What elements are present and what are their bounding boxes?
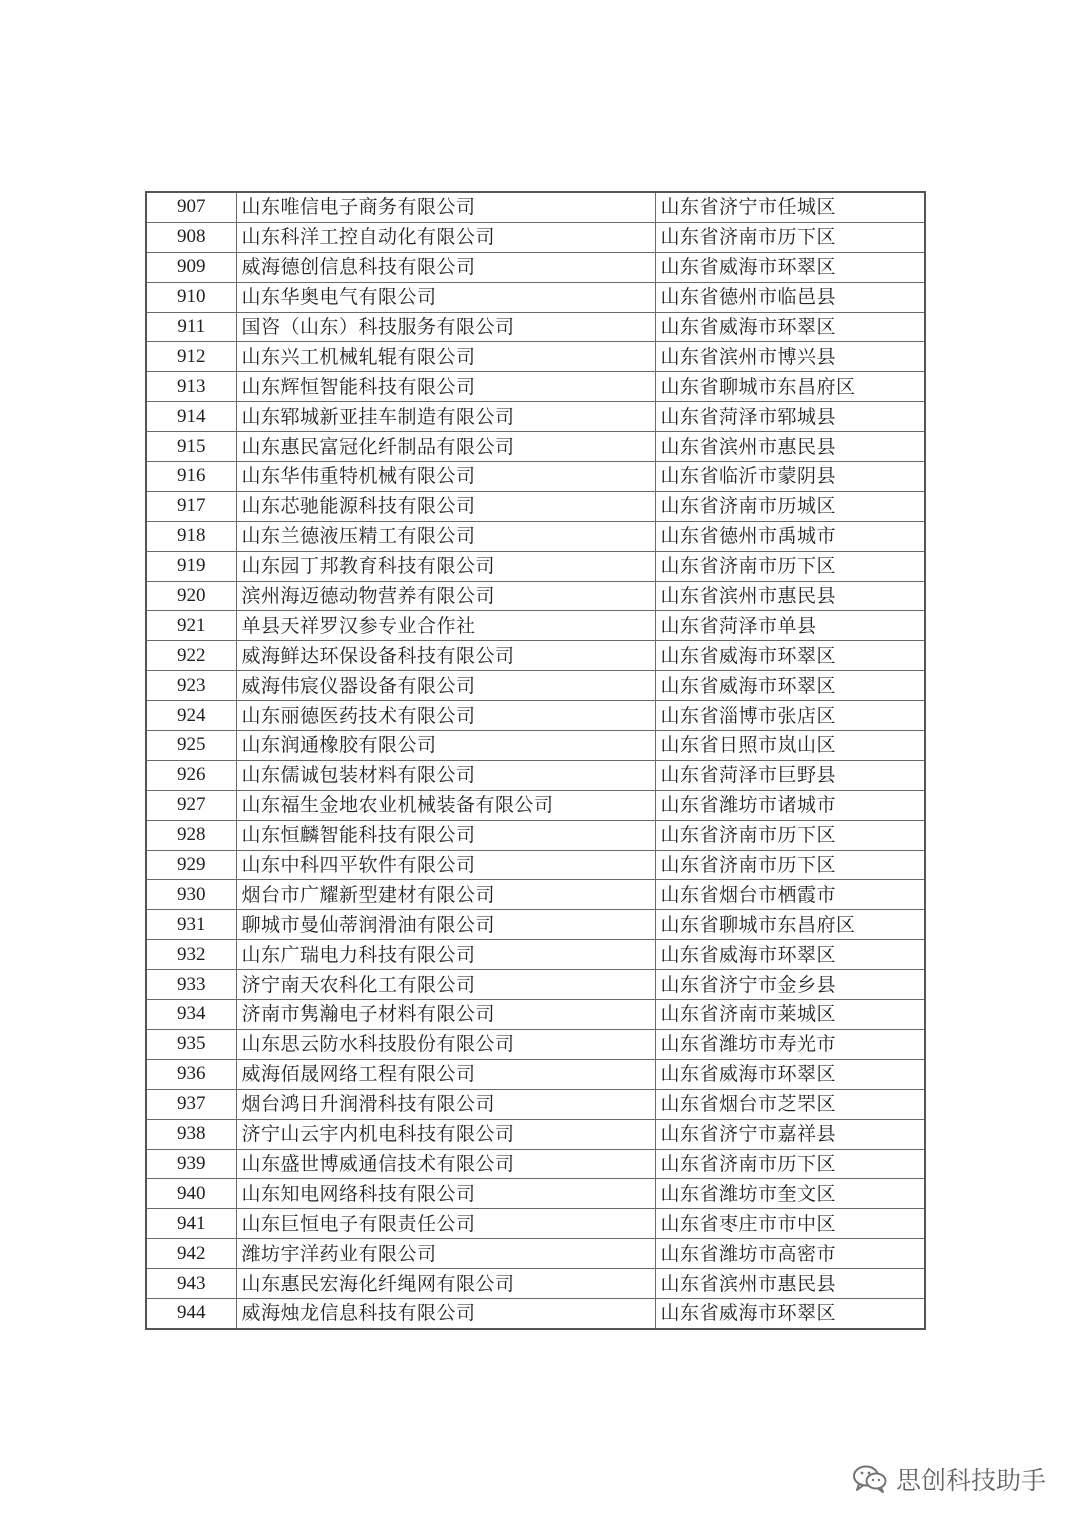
company-name: 山东郓城新亚挂车制造有限公司 — [236, 402, 655, 432]
company-location: 山东省滨州市博兴县 — [655, 342, 925, 372]
row-number: 930 — [146, 880, 236, 910]
company-location: 山东省济南市莱城区 — [655, 1000, 925, 1030]
row-number: 928 — [146, 820, 236, 850]
company-name: 威海德创信息科技有限公司 — [236, 252, 655, 282]
table-row — [146, 940, 925, 970]
company-location: 山东省菏泽市单县 — [655, 611, 925, 641]
company-name: 山东知电网络科技有限公司 — [236, 1179, 655, 1209]
company-location: 山东省济南市历下区 — [655, 551, 925, 581]
company-name: 山东华伟重特机械有限公司 — [236, 462, 655, 492]
row-number: 942 — [146, 1239, 236, 1269]
table-row — [146, 1000, 925, 1030]
company-name: 山东园丁邦教育科技有限公司 — [236, 551, 655, 581]
row-number: 925 — [146, 731, 236, 761]
row-number: 941 — [146, 1209, 236, 1239]
table-row — [146, 192, 925, 222]
table-row — [146, 910, 925, 940]
company-name: 山东辉恒智能科技有限公司 — [236, 372, 655, 402]
company-name: 烟台鸿日升润滑科技有限公司 — [236, 1089, 655, 1119]
table-row — [146, 1269, 925, 1299]
row-number: 919 — [146, 551, 236, 581]
table-row — [146, 432, 925, 462]
company-location: 山东省滨州市惠民县 — [655, 1269, 925, 1299]
company-name: 山东润通橡胶有限公司 — [236, 731, 655, 761]
table-row — [146, 1209, 925, 1239]
table-row — [146, 850, 925, 880]
company-location: 山东省日照市岚山区 — [655, 731, 925, 761]
row-number: 931 — [146, 910, 236, 940]
company-name: 山东兴工机械轧辊有限公司 — [236, 342, 655, 372]
company-name: 山东中科四平软件有限公司 — [236, 850, 655, 880]
company-name: 山东丽德医药技术有限公司 — [236, 701, 655, 731]
row-number: 927 — [146, 790, 236, 820]
row-number: 915 — [146, 432, 236, 462]
company-name: 济宁南天农科化工有限公司 — [236, 970, 655, 1000]
company-location: 山东省菏泽市郓城县 — [655, 402, 925, 432]
table-row — [146, 1119, 925, 1149]
company-name: 聊城市曼仙蒂润滑油有限公司 — [236, 910, 655, 940]
row-number: 939 — [146, 1149, 236, 1179]
company-name: 国咨（山东）科技服务有限公司 — [236, 312, 655, 342]
row-number: 926 — [146, 760, 236, 790]
company-name: 山东恒麟智能科技有限公司 — [236, 820, 655, 850]
table-row — [146, 760, 925, 790]
table-row — [146, 1239, 925, 1269]
company-location: 山东省济宁市金乡县 — [655, 970, 925, 1000]
table-row — [146, 701, 925, 731]
table-row — [146, 790, 925, 820]
row-number: 908 — [146, 222, 236, 252]
table-row — [146, 1059, 925, 1089]
watermark-text: 思创科技助手 — [895, 1466, 1046, 1495]
row-number: 932 — [146, 940, 236, 970]
company-name: 威海伟宸仪器设备有限公司 — [236, 671, 655, 701]
company-location: 山东省烟台市栖霞市 — [655, 880, 925, 910]
company-location: 山东省威海市环翠区 — [655, 940, 925, 970]
company-name: 济南市隽瀚电子材料有限公司 — [236, 1000, 655, 1030]
row-number: 913 — [146, 372, 236, 402]
table-row — [146, 282, 925, 312]
company-location: 山东省淄博市张店区 — [655, 701, 925, 731]
company-location: 山东省威海市环翠区 — [655, 671, 925, 701]
company-location: 山东省济宁市嘉祥县 — [655, 1119, 925, 1149]
company-location: 山东省威海市环翠区 — [655, 641, 925, 671]
company-location: 山东省临沂市蒙阴县 — [655, 462, 925, 492]
company-location: 山东省威海市环翠区 — [655, 1298, 925, 1328]
row-number: 920 — [146, 581, 236, 611]
table-row — [146, 731, 925, 761]
company-location: 山东省滨州市惠民县 — [655, 581, 925, 611]
row-number: 912 — [146, 342, 236, 372]
company-name: 山东唯信电子商务有限公司 — [236, 192, 655, 222]
row-number: 918 — [146, 521, 236, 551]
table-row — [146, 252, 925, 282]
company-name: 烟台市广耀新型建材有限公司 — [236, 880, 655, 910]
company-location: 山东省潍坊市诸城市 — [655, 790, 925, 820]
table-row — [146, 641, 925, 671]
company-location: 山东省潍坊市奎文区 — [655, 1179, 925, 1209]
table-row — [146, 1089, 925, 1119]
company-location: 山东省滨州市惠民县 — [655, 432, 925, 462]
company-location: 山东省威海市环翠区 — [655, 252, 925, 282]
company-location: 山东省聊城市东昌府区 — [655, 910, 925, 940]
company-name: 山东福生金地农业机械装备有限公司 — [236, 790, 655, 820]
company-location: 山东省济南市历下区 — [655, 1149, 925, 1179]
row-number: 914 — [146, 402, 236, 432]
row-number: 933 — [146, 970, 236, 1000]
row-number: 911 — [146, 312, 236, 342]
company-table — [145, 191, 926, 1330]
row-number: 940 — [146, 1179, 236, 1209]
company-name: 威海烛龙信息科技有限公司 — [236, 1298, 655, 1328]
table-row — [146, 1029, 925, 1059]
company-name: 济宁山云宇内机电科技有限公司 — [236, 1119, 655, 1149]
table-row — [146, 402, 925, 432]
table-row — [146, 581, 925, 611]
company-location: 山东省济南市历城区 — [655, 491, 925, 521]
row-number: 935 — [146, 1029, 236, 1059]
table-row — [146, 671, 925, 701]
company-location: 山东省德州市临邑县 — [655, 282, 925, 312]
wechat-icon — [852, 1464, 888, 1494]
company-location: 山东省济南市历下区 — [655, 850, 925, 880]
company-name: 滨州海迈德动物营养有限公司 — [236, 581, 655, 611]
company-name: 单县天祥罗汉参专业合作社 — [236, 611, 655, 641]
table-row — [146, 820, 925, 850]
table-row — [146, 222, 925, 252]
company-name: 威海鲜达环保设备科技有限公司 — [236, 641, 655, 671]
table-row — [146, 521, 925, 551]
company-name: 山东广瑞电力科技有限公司 — [236, 940, 655, 970]
watermark — [852, 1461, 1046, 1497]
row-number: 921 — [146, 611, 236, 641]
company-name: 潍坊宇洋药业有限公司 — [236, 1239, 655, 1269]
row-number: 916 — [146, 462, 236, 492]
company-location: 山东省威海市环翠区 — [655, 312, 925, 342]
table-row — [146, 372, 925, 402]
company-name: 山东思云防水科技股份有限公司 — [236, 1029, 655, 1059]
row-number: 917 — [146, 491, 236, 521]
row-number: 907 — [146, 192, 236, 222]
company-location: 山东省济宁市任城区 — [655, 192, 925, 222]
company-location: 山东省潍坊市寿光市 — [655, 1029, 925, 1059]
row-number: 922 — [146, 641, 236, 671]
company-location: 山东省菏泽市巨野县 — [655, 760, 925, 790]
company-location: 山东省聊城市东昌府区 — [655, 372, 925, 402]
row-number: 934 — [146, 1000, 236, 1030]
row-number: 909 — [146, 252, 236, 282]
company-location: 山东省济南市历下区 — [655, 222, 925, 252]
table-row — [146, 880, 925, 910]
company-name: 山东惠民富冠化纤制品有限公司 — [236, 432, 655, 462]
row-number: 910 — [146, 282, 236, 312]
company-name: 山东科洋工控自动化有限公司 — [236, 222, 655, 252]
company-name: 威海佰晟网络工程有限公司 — [236, 1059, 655, 1089]
table-row — [146, 1298, 925, 1328]
company-location: 山东省潍坊市高密市 — [655, 1239, 925, 1269]
company-location: 山东省枣庄市市中区 — [655, 1209, 925, 1239]
row-number: 938 — [146, 1119, 236, 1149]
table-row — [146, 1179, 925, 1209]
table-row — [146, 491, 925, 521]
company-name: 山东兰德液压精工有限公司 — [236, 521, 655, 551]
table-row — [146, 1149, 925, 1179]
company-name: 山东惠民宏海化纤绳网有限公司 — [236, 1269, 655, 1299]
table-row — [146, 551, 925, 581]
company-location: 山东省威海市环翠区 — [655, 1059, 925, 1089]
table-row — [146, 312, 925, 342]
row-number: 923 — [146, 671, 236, 701]
row-number: 944 — [146, 1298, 236, 1328]
company-name: 山东华奥电气有限公司 — [236, 282, 655, 312]
company-location: 山东省德州市禹城市 — [655, 521, 925, 551]
row-number: 924 — [146, 701, 236, 731]
table-row — [146, 611, 925, 641]
table-row — [146, 462, 925, 492]
table-row — [146, 342, 925, 372]
company-location: 山东省济南市历下区 — [655, 820, 925, 850]
row-number: 943 — [146, 1269, 236, 1299]
company-table-body — [146, 192, 925, 1329]
company-name: 山东芯驰能源科技有限公司 — [236, 491, 655, 521]
table-row — [146, 970, 925, 1000]
company-name: 山东盛世博威通信技术有限公司 — [236, 1149, 655, 1179]
row-number: 929 — [146, 850, 236, 880]
company-location: 山东省烟台市芝罘区 — [655, 1089, 925, 1119]
company-name: 山东儒诚包装材料有限公司 — [236, 760, 655, 790]
row-number: 936 — [146, 1059, 236, 1089]
row-number: 937 — [146, 1089, 236, 1119]
company-name: 山东巨恒电子有限责任公司 — [236, 1209, 655, 1239]
